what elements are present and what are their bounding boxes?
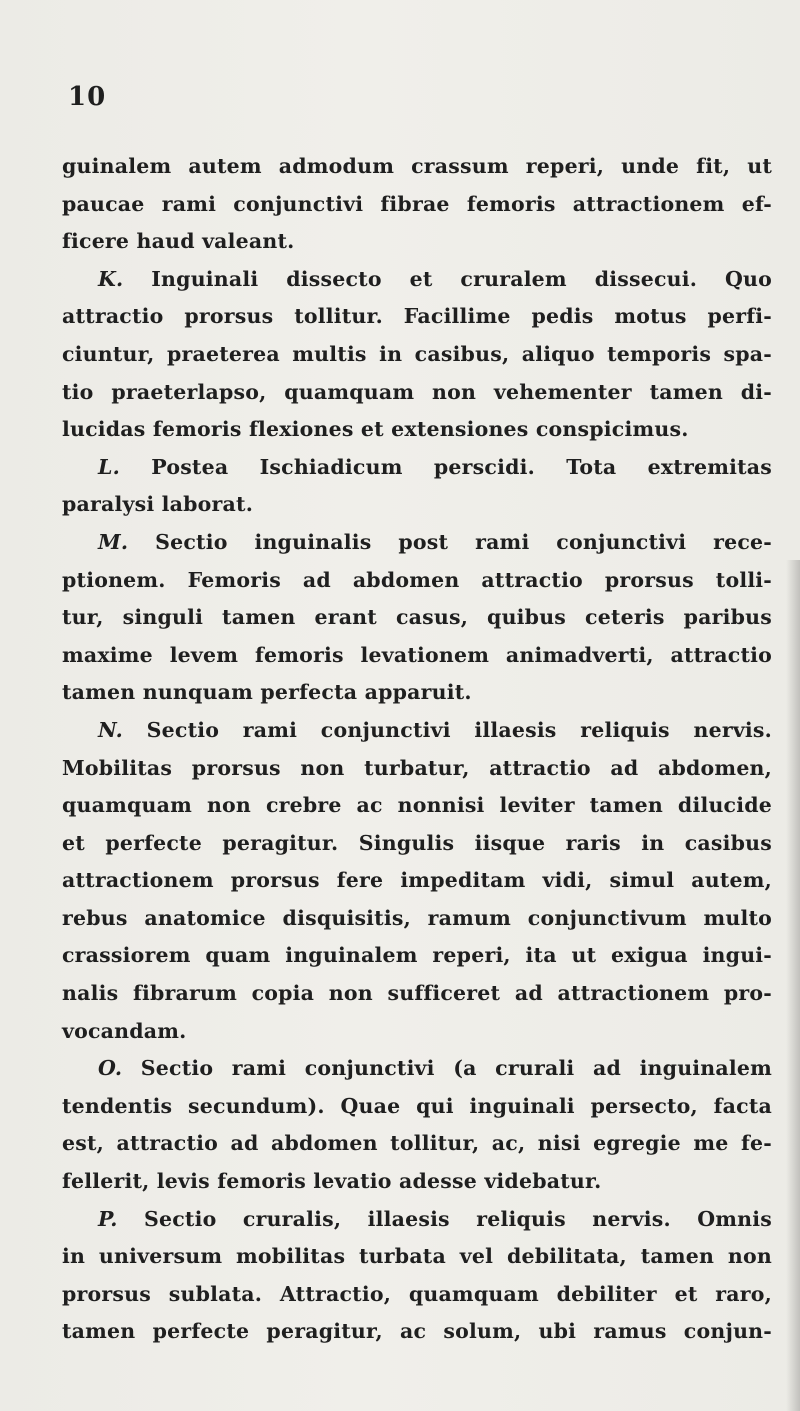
- text-line: tio praeterlapso, quamquam non vehementer tamen di-: [62, 379, 772, 404]
- text-line: nalis fibrarum copia non sufficeret ad attractionem pro-: [62, 981, 772, 1006]
- paragraph-l-first-line: [62, 449, 772, 487]
- text-span: Sectio cruralis, illaesis reliquis nervis. Omnis: [144, 1206, 772, 1231]
- text-line: ciuntur, praeterea multis in casibus, aliquo temporis spa-: [62, 341, 772, 366]
- section-letter-m: M.: [98, 529, 129, 554]
- text-line: attractionem prorsus fere impeditam vidi, simul autem,: [62, 868, 772, 893]
- section-letter-p: P.: [98, 1206, 118, 1231]
- text-line: tendentis secundum). Quae qui inguinali persecto, facta: [62, 1093, 772, 1118]
- text-line: Mobilitas prorsus non turbatur, attractio ad abdomen,: [62, 755, 772, 780]
- text-line: vocandam.: [62, 1018, 187, 1043]
- text-line: prorsus sublata. Attractio, quamquam debiliter et raro,: [62, 1281, 772, 1306]
- text-line: ptionem. Femoris ad abdomen attractio prorsus tolli-: [62, 567, 772, 592]
- text-span: Sectio rami conjunctivi illaesis reliquis nervis.: [146, 717, 772, 742]
- text-line: tamen nunquam perfecta apparuit.: [62, 680, 472, 705]
- text-line: paucae rami conjunctivi fibrae femoris attractionem ef-: [62, 191, 772, 216]
- text-line: est, attractio ad abdomen tollitur, ac, nisi egregie me fe-: [62, 1131, 772, 1156]
- paragraph-p-first-line: [62, 1201, 772, 1239]
- text-line: crassiorem quam inguinalem reperi, ita ut exigua ingui-: [62, 943, 772, 968]
- section-letter-o: O.: [98, 1056, 123, 1081]
- text-line: tamen perfecte peragitur, ac solum, ubi ramus conjun-: [62, 1319, 772, 1344]
- text-line: quamquam non crebre ac nonnisi leviter tamen dilucide: [62, 793, 772, 818]
- body-text: [62, 148, 772, 1351]
- paragraph-m-first-line: [62, 524, 772, 562]
- text-line: lucidas femoris flexiones et extensiones conspicimus.: [62, 417, 689, 442]
- text-line: in universum mobilitas turbata vel debilitata, tamen non: [62, 1244, 772, 1269]
- section-letter-k: K.: [98, 266, 124, 291]
- text-line: rebus anatomice disquisitis, ramum conjunctivum multo: [62, 905, 772, 930]
- page-edge-shadow: [786, 560, 800, 1411]
- paragraph-k-first-line: [62, 261, 772, 299]
- page-number: 10: [68, 82, 107, 112]
- text-line: ficere haud valeant.: [62, 229, 295, 254]
- paragraph-o-first-line: [62, 1050, 772, 1088]
- section-letter-n: N.: [98, 717, 123, 742]
- section-letter-l: L.: [98, 454, 120, 479]
- text-span: Sectio rami conjunctivi (a crurali ad inguinalem: [140, 1056, 773, 1081]
- text-line: guinalem autem admodum crassum reperi, unde fit, ut: [62, 154, 772, 178]
- text-line: attractio prorsus tollitur. Facillime pedis motus perfi-: [62, 304, 772, 329]
- text-line: fellerit, levis femoris levatio adesse videbatur.: [62, 1169, 602, 1194]
- text-line: maxime levem femoris levationem animadverti, attractio: [62, 642, 772, 667]
- text-span: Sectio inguinalis post rami conjunctivi rece-: [155, 529, 772, 554]
- text-line: tur, singuli tamen erant casus, quibus ceteris paribus: [62, 605, 772, 630]
- text-span: Postea Ischiadicum perscidi. Tota extremitas: [151, 454, 772, 479]
- text-line: et perfecte peragitur. Singulis iisque raris in casibus: [62, 830, 772, 855]
- text-span: Inguinali dissecto et cruralem dissecui. Quo: [151, 266, 773, 291]
- text-line: paralysi laborat.: [62, 492, 254, 517]
- paragraph-n-first-line: [62, 712, 772, 750]
